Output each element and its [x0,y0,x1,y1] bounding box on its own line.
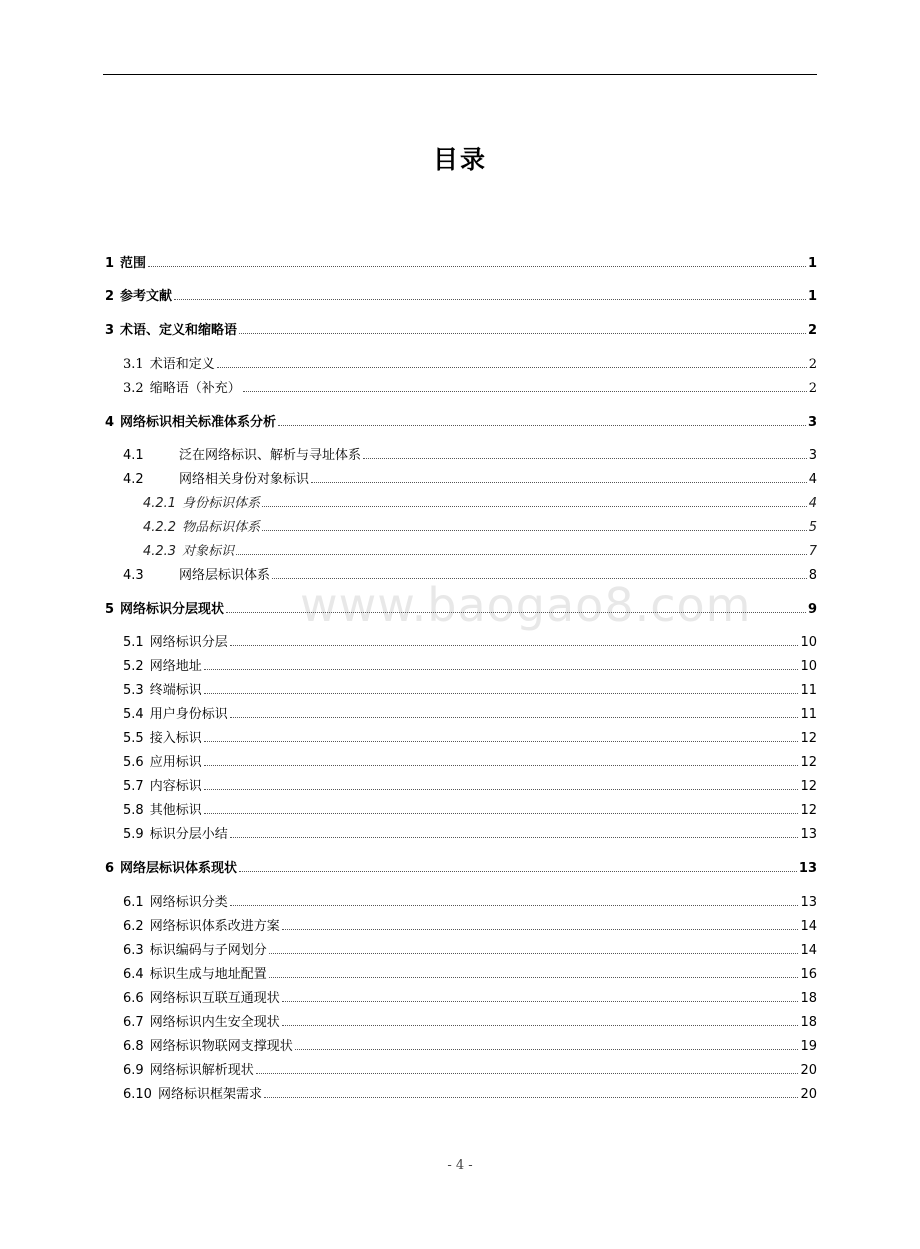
toc-entry[interactable] [123,702,817,722]
toc-leader-dots [174,298,806,300]
toc-entry-text: 网络标识体系改进方案 [149,919,280,934]
toc-entry-number: 3.2 [123,381,144,396]
toc-leader-dots [262,505,807,507]
toc-entry-label [123,1035,293,1054]
toc-entry[interactable] [123,563,817,583]
toc-entry-number: 6.1 [123,895,144,910]
toc-entry-page: 11 [800,683,817,698]
toc-entry-label [123,1059,254,1078]
toc-entry-text: 网络地址 [149,659,202,674]
toc-entry-page: 2 [808,357,817,372]
toc-entry-number: 4.2.3 [143,544,177,559]
toc-leader-dots [230,716,799,718]
toc-entry-text: 网络标识解析现状 [149,1063,254,1078]
toc-entry-text: 标识编码与子网划分 [149,943,267,958]
toc-entry-label [105,319,237,338]
toc-entry-number: 5.8 [123,803,144,818]
toc-entry-label [123,775,202,794]
toc-entry-label [123,1011,280,1030]
toc-entry-label [123,679,202,698]
toc-leader-dots [217,366,807,368]
watermark: www.baogao8.com [300,578,752,632]
toc-entry[interactable] [123,962,817,982]
toc-entry[interactable] [123,630,817,650]
toc-entry-label [123,891,228,910]
toc-leader-dots [230,904,799,906]
toc-entry-number: 6.2 [123,919,144,934]
toc-leader-dots [204,692,799,694]
toc-entry-label [105,285,172,304]
toc-entry-text: 网络层标识体系现状 [120,861,238,876]
toc-entry-label [143,492,260,511]
toc-entry-number: 4 [105,415,115,430]
toc-entry-number: 5.2 [123,659,144,674]
toc-leader-dots [282,928,799,930]
toc-entry-number: 1 [105,256,115,271]
toc-entry[interactable] [123,352,817,372]
toc-entry-label [123,631,228,650]
toc-entry-text: 网络标识分层 [149,635,228,650]
toc-entry-number: 5 [105,602,115,617]
toc-entry-number: 6.9 [123,1063,144,1078]
toc-leader-dots [256,1072,799,1074]
toc-leader-dots [282,1024,799,1026]
toc-entry-number: 5.3 [123,683,144,698]
toc-entry-number: 5.9 [123,827,144,842]
toc-entry-text: 网络标识互联互通现状 [149,991,280,1006]
toc-entry-page: 2 [808,381,817,396]
toc-entry[interactable] [123,750,817,770]
toc-entry-text: 术语和定义 [149,357,215,372]
toc-entry-number: 5.6 [123,755,144,770]
toc-entry-page: 19 [800,1039,817,1054]
toc-leader-dots [204,764,799,766]
toc-leader-dots [236,553,807,555]
toc-entry-label [123,987,280,1006]
toc-entry-page: 10 [800,659,817,674]
toc-entry[interactable] [123,467,817,487]
toc-entry-number: 5.1 [123,635,144,650]
toc-entry-page: 12 [800,779,817,794]
toc-entry-text: 应用标识 [149,755,202,770]
toc-entry-number: 6.10 [123,1087,152,1102]
toc-entry-number: 6.7 [123,1015,144,1030]
toc-leader-dots [239,332,806,334]
toc-entry-number: 5.5 [123,731,144,746]
toc-entry[interactable] [123,1058,817,1078]
toc-entry[interactable] [123,1034,817,1054]
toc-entry-label [105,411,276,430]
toc-entry[interactable] [123,1082,817,1102]
toc-leader-dots [269,952,799,954]
toc-entry-text: 网络标识内生安全现状 [149,1015,280,1030]
toc-entry-page: 18 [800,1015,817,1030]
toc-entry-text: 身份标识体系 [182,496,261,511]
toc-leader-dots [239,870,797,872]
toc-leader-dots [230,644,799,646]
toc-entry-text: 网络层标识体系 [179,568,271,583]
toc-entry[interactable] [123,654,817,674]
toc-entry[interactable] [123,822,817,842]
toc-leader-dots [264,1096,798,1098]
toc-entry-text: 其他标识 [149,803,202,818]
toc-entry-text: 网络标识框架需求 [157,1087,262,1102]
toc-entry-text: 网络标识分层现状 [120,602,225,617]
toc-entry-label [105,857,237,876]
toc-entry-label [143,516,260,535]
toc-entry[interactable] [105,410,817,430]
toc-entry-label [123,655,202,674]
toc-entry-label [123,751,202,770]
toc-entry-number: 4.2.2 [143,520,177,535]
toc-entry-number: 5.4 [123,707,144,722]
toc-entry-label [123,823,228,842]
toc-entry-number: 6 [105,861,115,876]
toc-leader-dots [204,668,799,670]
toc-entry[interactable] [123,914,817,934]
toc-leader-dots [204,740,799,742]
toc-leader-dots [204,812,799,814]
toc-entry-page: 14 [800,919,817,934]
toc-entry-page: 16 [800,967,817,982]
toc-entry-number: 6.6 [123,991,144,1006]
toc-entry[interactable] [143,491,817,511]
toc-entry-label [123,468,309,487]
toc-entry-number: 3.1 [123,357,144,372]
toc-entry-page: 11 [800,707,817,722]
toc-entry-number: 4.2 [123,472,144,487]
toc-leader-dots [262,529,807,531]
toc-entry-text: 内容标识 [149,779,202,794]
toc-entry-text: 用户身份标识 [149,707,228,722]
toc-entry-number: 5.7 [123,779,144,794]
toc-entry[interactable] [105,251,817,271]
toc-entry-number: 4.1 [123,448,144,463]
toc-entry-page: 1 [807,256,817,271]
toc-entry-page: 3 [808,448,817,463]
toc-leader-dots [226,611,806,613]
toc-entry-page: 7 [808,544,817,559]
toc-entry-page: 20 [800,1087,817,1102]
toc-entry[interactable] [105,284,817,304]
toc-leader-dots [243,390,807,392]
page-number: - 4 - [447,1158,473,1173]
toc-entry-label [123,939,267,958]
toc-entry-label [123,915,280,934]
toc-entry-text: 终端标识 [149,683,202,698]
toc-entry-text: 参考文献 [120,289,173,304]
toc-entry-page: 2 [807,323,817,338]
toc-leader-dots [269,976,799,978]
toc-entry-page: 13 [800,827,817,842]
toc-entry-number: 6.3 [123,943,144,958]
toc-entry-label [123,727,202,746]
toc-entry-page: 5 [808,520,817,535]
toc-entry-number: 3 [105,323,115,338]
toc-entry[interactable] [123,774,817,794]
toc-entry-text: 范围 [120,256,147,271]
toc-entry[interactable] [123,938,817,958]
toc-entry-text: 对象标识 [182,544,235,559]
toc-entry-text: 接入标识 [149,731,202,746]
toc-entry[interactable] [123,890,817,910]
toc-entry-number: 6.8 [123,1039,144,1054]
toc-entry-number: 4.2.1 [143,496,177,511]
toc-entry-text: 泛在网络标识、解析与寻址体系 [179,448,362,463]
toc-leader-dots [311,481,807,483]
toc-entry-text: 网络标识物联网支撑现状 [149,1039,293,1054]
toc-entry[interactable] [123,798,817,818]
toc-entry-label [123,564,270,583]
toc-entry-label [123,1083,262,1102]
toc-entry-text: 网络标识分类 [149,895,228,910]
toc-entry-label [143,540,234,559]
page-title: 目录 [432,145,487,174]
toc-entry-text: 标识生成与地址配置 [149,967,267,982]
toc-entry-text: 网络标识相关标准体系分析 [120,415,277,430]
toc-leader-dots [363,457,807,459]
toc-entry-label [123,799,202,818]
toc-entry-number: 6.4 [123,967,144,982]
toc-entry-page: 8 [808,568,817,583]
toc-entry[interactable] [123,986,817,1006]
toc-entry-label [123,377,241,396]
toc-entry[interactable] [123,678,817,698]
toc-leader-dots [272,577,807,579]
toc-entry[interactable] [123,726,817,746]
toc-entry-page: 13 [800,895,817,910]
toc-entry-label [105,598,224,617]
toc-entry-page: 20 [800,1063,817,1078]
toc-entry-label [123,703,228,722]
toc-entry[interactable] [143,539,817,559]
toc-entry[interactable] [105,318,817,338]
toc-entry[interactable] [123,443,817,463]
toc-entry[interactable] [123,376,817,396]
toc-entry[interactable] [143,515,817,535]
toc-entry-page: 1 [807,289,817,304]
toc-entry[interactable] [105,856,817,876]
toc-entry-label [123,444,361,463]
toc-leader-dots [295,1048,799,1050]
toc-entry[interactable] [105,597,817,617]
toc-entry-page: 9 [807,602,817,617]
toc-leader-dots [230,836,799,838]
toc-entry-number: 2 [105,289,115,304]
toc-leader-dots [204,788,799,790]
toc-entry-page: 3 [807,415,817,430]
toc-leader-dots [282,1000,799,1002]
toc-entry-page: 10 [800,635,817,650]
toc-entry-page: 13 [798,861,817,876]
toc-entry-text: 标识分层小结 [149,827,228,842]
toc-entry-page: 4 [808,496,817,511]
toc-entry-number: 4.3 [123,568,144,583]
toc-entry-page: 12 [800,731,817,746]
toc-entry-page: 18 [800,991,817,1006]
toc-entry-text: 物品标识体系 [182,520,261,535]
toc-entry-text: 术语、定义和缩略语 [120,323,238,338]
toc-entry-page: 4 [808,472,817,487]
toc-leader-dots [278,424,806,426]
toc-entry[interactable] [123,1010,817,1030]
toc-entry-label [123,353,215,372]
toc-entry-page: 14 [800,943,817,958]
toc-entry-page: 12 [800,803,817,818]
toc-entry-text: 网络相关身份对象标识 [179,472,310,487]
toc-leader-dots [148,265,806,267]
toc-entry-label [105,252,146,271]
toc-entry-text: 缩略语（补充） [149,381,241,396]
toc-entry-page: 12 [800,755,817,770]
toc-entry-label [123,963,267,982]
